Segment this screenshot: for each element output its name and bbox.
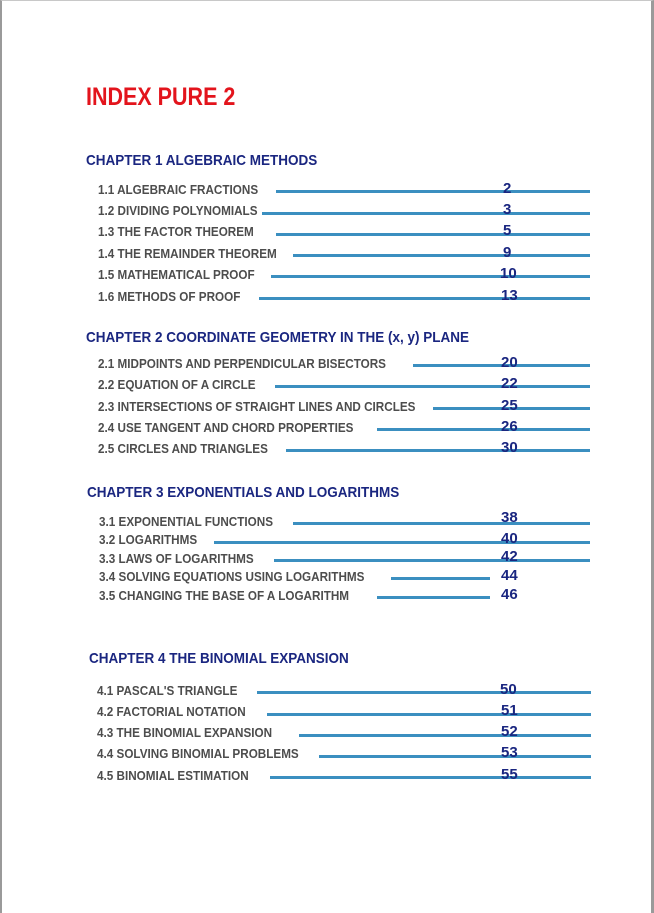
dot-leader (293, 522, 590, 525)
page-number: 2 (503, 180, 512, 197)
chapter-2-heading: CHAPTER 2 COORDINATE GEOMETRY IN THE (x, y) PLANE (86, 329, 470, 346)
entry-label: 1.4 THE REMAINDER THEOREM (98, 246, 277, 261)
page-number: 3 (503, 201, 512, 218)
dot-leader (214, 541, 590, 544)
page-number: 46 (501, 586, 518, 603)
entry-label: 3.3 LAWS OF LOGARITHMS (99, 551, 254, 566)
entry-label: 3.4 SOLVING EQUATIONS USING LOGARITHMS (99, 569, 365, 584)
page-number: 10 (500, 265, 517, 282)
entry-label: 3.2 LOGARITHMS (99, 532, 198, 547)
dot-leader (276, 190, 590, 193)
page-number: 5 (503, 222, 512, 239)
dot-leader (257, 691, 591, 694)
dot-leader (259, 297, 590, 300)
dot-leader (271, 275, 590, 278)
dot-leader (267, 713, 591, 716)
page-number: 9 (503, 244, 512, 261)
chapter-4-heading: CHAPTER 4 THE BINOMIAL EXPANSION (89, 650, 349, 667)
entry-label: 3.1 EXPONENTIAL FUNCTIONS (99, 514, 274, 529)
page-number: 30 (501, 439, 518, 456)
page-number: 52 (501, 723, 518, 740)
page-title: INDEX PURE 2 (86, 83, 236, 111)
page-number: 13 (501, 287, 518, 304)
chapter-1-heading: CHAPTER 1 ALGEBRAIC METHODS (86, 152, 318, 169)
page-number: 25 (501, 397, 518, 414)
page-number: 44 (501, 567, 518, 584)
entry-label: 2.4 USE TANGENT AND CHORD PROPERTIES (98, 420, 354, 435)
dot-leader (299, 734, 591, 737)
entry-label: 1.1 ALGEBRAIC FRACTIONS (98, 182, 259, 197)
page-number: 55 (501, 766, 518, 783)
entry-label: 1.2 DIVIDING POLYNOMIALS (98, 203, 258, 218)
page-number: 42 (501, 548, 518, 565)
entry-label: 4.2 FACTORIAL NOTATION (97, 704, 246, 719)
chapter-3-heading: CHAPTER 3 EXPONENTIALS AND LOGARITHMS (87, 484, 400, 501)
page-number: 51 (501, 702, 518, 719)
dot-leader (262, 212, 590, 215)
dot-leader (293, 254, 590, 257)
dot-leader (391, 577, 490, 580)
dot-leader (377, 596, 490, 599)
dot-leader (275, 385, 590, 388)
entry-label: 1.6 METHODS OF PROOF (98, 289, 241, 304)
page-number: 26 (501, 418, 518, 435)
dot-leader (377, 428, 590, 431)
entry-label: 1.5 MATHEMATICAL PROOF (98, 267, 255, 282)
entry-label: 4.4 SOLVING BINOMIAL PROBLEMS (97, 746, 299, 761)
page-number: 20 (501, 354, 518, 371)
entry-label: 4.1 PASCAL'S TRIANGLE (97, 683, 238, 698)
dot-leader (270, 776, 591, 779)
entry-label: 3.5 CHANGING THE BASE OF A LOGARITHM (99, 588, 350, 603)
dot-leader (286, 449, 590, 452)
entry-label: 2.1 MIDPOINTS AND PERPENDICULAR BISECTORS (98, 356, 386, 371)
page-number: 38 (501, 509, 518, 526)
entry-label: 2.3 INTERSECTIONS OF STRAIGHT LINES AND CIRCLES (98, 399, 416, 414)
dot-leader (319, 755, 591, 758)
dot-leader (274, 559, 590, 562)
dot-leader (276, 233, 590, 236)
entry-label: 4.5 BINOMIAL ESTIMATION (97, 768, 249, 783)
entry-label: 2.2 EQUATION OF A CIRCLE (98, 377, 256, 392)
entry-label: 2.5 CIRCLES AND TRIANGLES (98, 441, 268, 456)
entry-label: 4.3 THE BINOMIAL EXPANSION (97, 725, 273, 740)
page-number: 53 (501, 744, 518, 761)
page-number: 40 (501, 530, 518, 547)
entry-label: 1.3 THE FACTOR THEOREM (98, 224, 254, 239)
page-number: 50 (500, 681, 517, 698)
page-number: 22 (501, 375, 518, 392)
